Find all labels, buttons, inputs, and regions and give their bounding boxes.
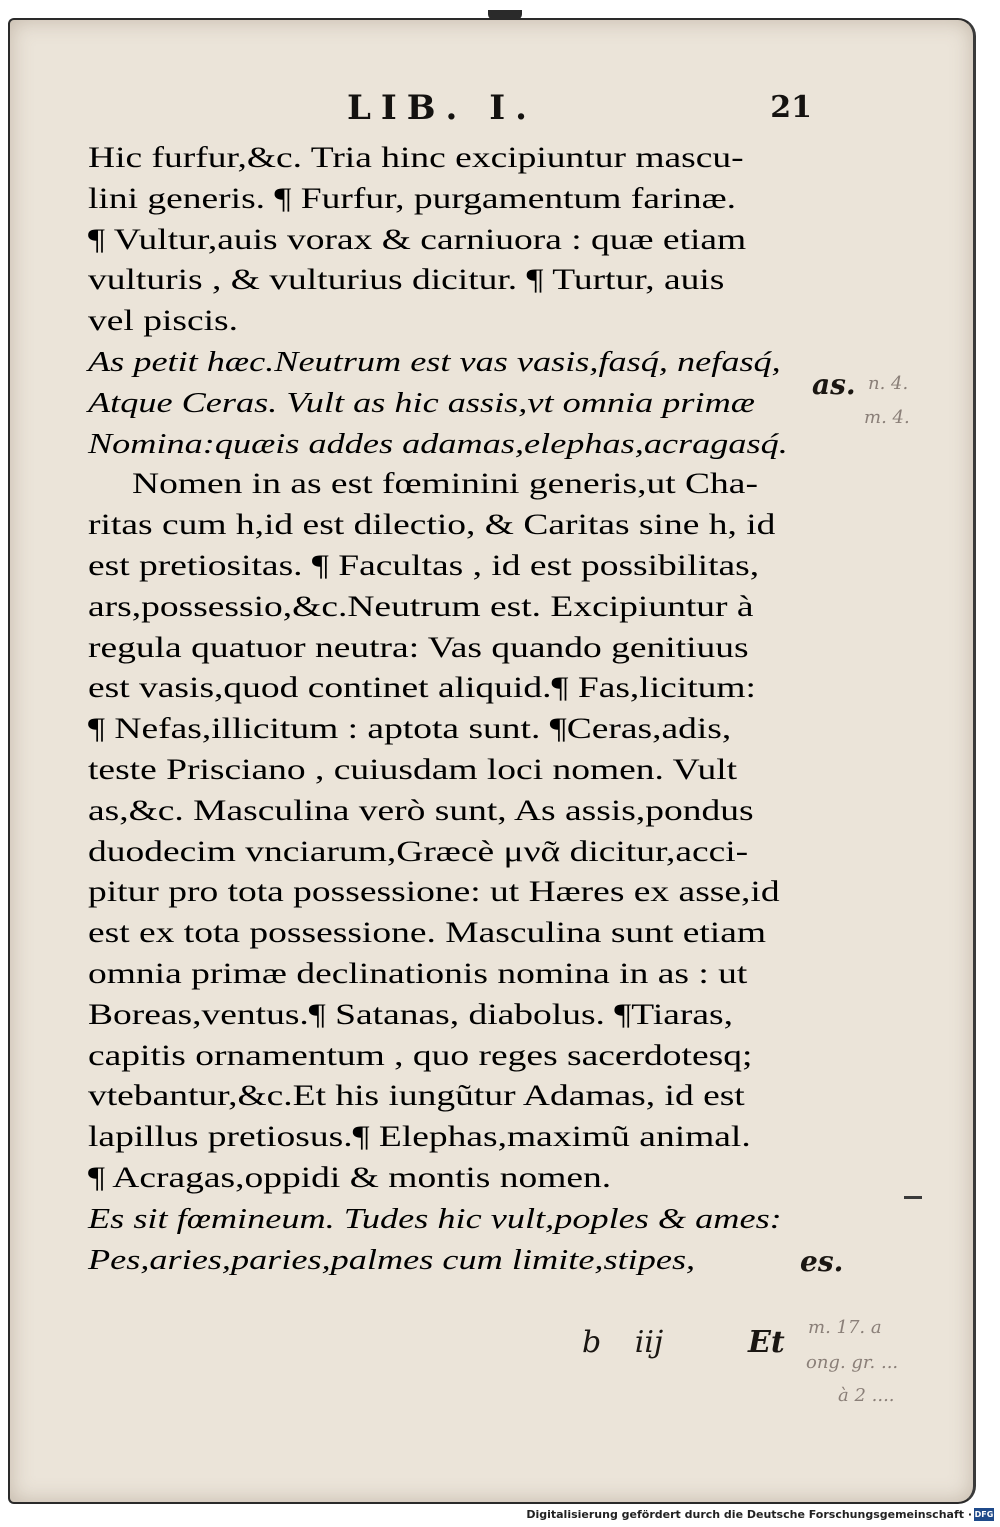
running-title: LIB. I. <box>347 88 537 128</box>
text-line: est vasis,quod continet aliquid.¶ Fas,licitum: <box>88 671 756 705</box>
text-line: ¶ Nefas,illicitum : aptota sunt. ¶Ceras,adis, <box>88 712 732 746</box>
text-line: teste Prisciano , cuiusdam loci nomen. Vult <box>88 753 738 786</box>
text-line: Pes,aries,paries,palmes cum limite,stipes, <box>88 1243 696 1276</box>
text-line: ritas cum h,id est dilectio, & Caritas sine h, id <box>88 508 776 542</box>
running-head <box>82 88 812 128</box>
dfg-logo: DFG <box>974 1510 994 1519</box>
text-line: lini generis. ¶ Furfur, purgamentum farinæ. <box>88 181 737 215</box>
text-line: As petit hæc.Neutrum est vas vasis,fasq́, nefasq́, <box>88 346 781 378</box>
handwritten-note: n. 4. <box>868 373 909 394</box>
handwritten-note: ong. gr. ... <box>806 1352 899 1373</box>
text-line: pitur pro tota possessione: ut Hæres ex asse,id <box>88 875 780 909</box>
marginal-es: es. <box>800 1245 844 1278</box>
page-number: 21 <box>770 90 812 125</box>
margin-dash <box>904 1196 922 1199</box>
text-line: vulturis , & vulturius dicitur. ¶ Turtur, auis <box>88 263 725 297</box>
text-line: Boreas,ventus.¶ Satanas, diabolus. ¶Tiaras, <box>88 997 734 1031</box>
handwritten-note: m. 17. a <box>808 1317 882 1338</box>
text-line: Atque Ceras. Vult as hic assis,vt omnia primæ <box>88 386 755 419</box>
text-line: capitis ornamentum , quo reges sacerdotesq; <box>88 1038 753 1072</box>
text-line: as,&c. Masculina verò sunt, As assis,pondus <box>88 793 754 827</box>
signature-mark: b iij <box>582 1325 664 1360</box>
text-line: ¶ Vultur,auis vorax & carniuora : quæ etiam <box>88 222 747 256</box>
marginal-as: as. <box>812 368 856 401</box>
text-line: est ex tota possessione. Masculina sunt etiam <box>88 916 767 950</box>
handwritten-note: m. 4. <box>864 407 910 428</box>
text-line: est pretiositas. ¶ Facultas , id est possibilitas, <box>88 549 760 582</box>
text-line: Es sit fœmineum. Tudes hic vult,poples & ames: <box>88 1202 782 1235</box>
handwritten-note: à 2 .... <box>838 1385 895 1406</box>
text-line: omnia primæ declinationis nomina in as : ut <box>88 957 748 990</box>
text-line: vel piscis. <box>88 304 238 338</box>
text-line: ars,possessio,&c.Neutrum est. Excipiuntur à <box>88 589 754 623</box>
text-line: Nomen in as est fœminini generis,ut Cha- <box>132 467 758 501</box>
text-line: lapillus pretiosus.¶ Elephas,maximũ animal. <box>88 1120 751 1154</box>
text-line: duodecim vnciarum,Græcè μνᾶ dicitur,acci- <box>88 834 749 868</box>
text-line: Hic furfur,&c. Tria hinc excipiuntur mascu- <box>88 141 744 174</box>
catchword: Et <box>748 1325 785 1360</box>
digitization-credit: Digitalisierung gefördert durch die Deutsche Forschungsgemeinschaft · <box>526 1508 972 1521</box>
text-line: Nomina:quæis addes adamas,elephas,acragasq́. <box>88 427 788 460</box>
text-line: ¶ Acragas,oppidi & montis nomen. <box>88 1161 612 1194</box>
text-line: regula quatuor neutra: Vas quando genitiuus <box>88 630 749 664</box>
text-line: vtebantur,&c.Et his iungũtur Adamas, id est <box>88 1079 745 1113</box>
